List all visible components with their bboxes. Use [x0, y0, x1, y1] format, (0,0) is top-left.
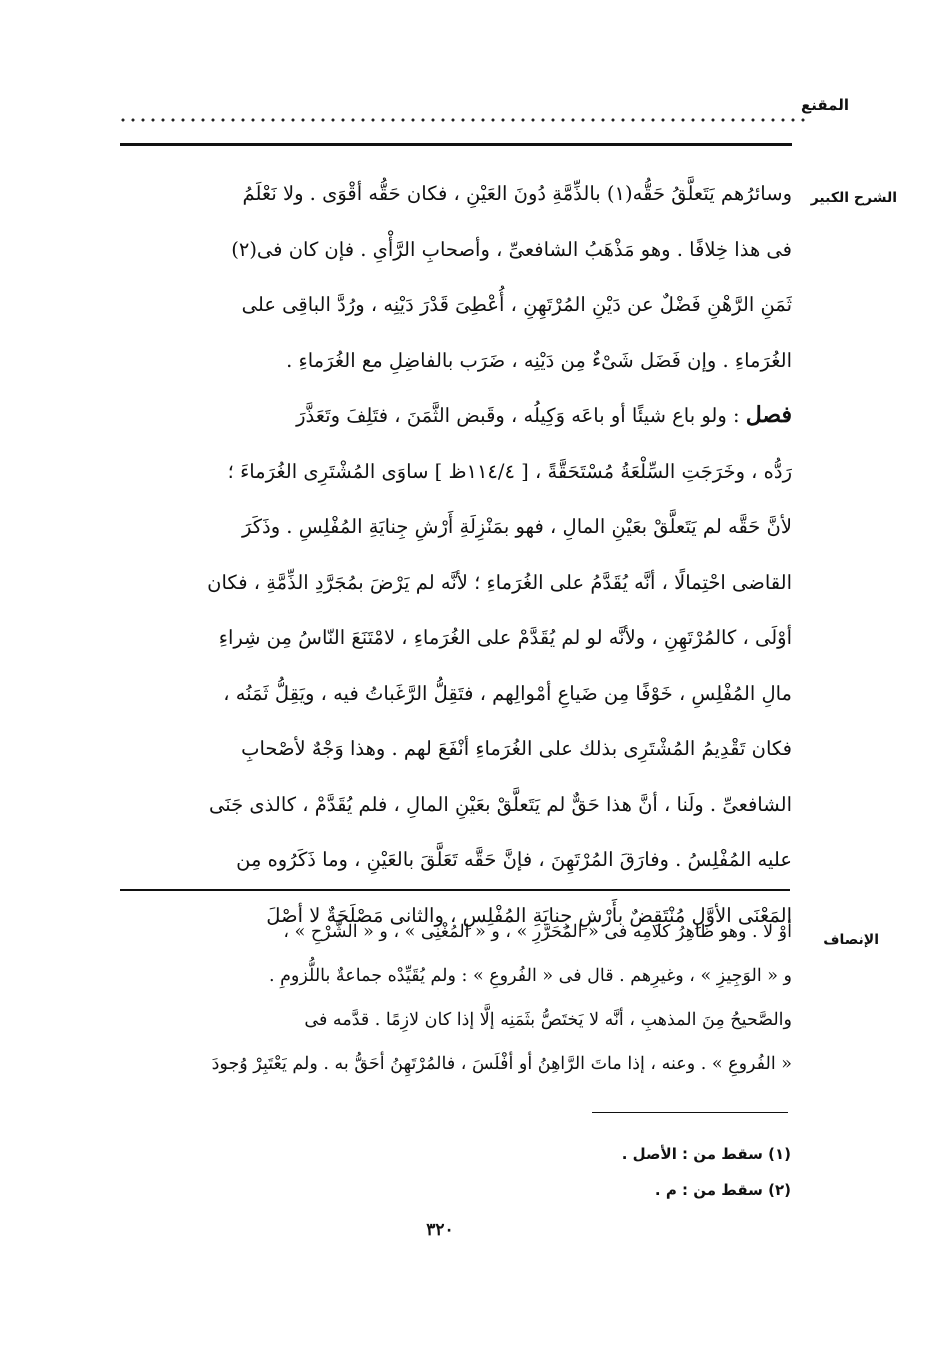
footnote-rule — [592, 1112, 788, 1113]
text-line: الشافعىِّ . ولَنا ، أنَّ هذا حَقٌّ لم يَتَعلَّقْ بعَيْنِ المالِ ، فلم يُقَدَّمْ ، كالذى جَنَى — [209, 792, 792, 816]
insaf-line: و « الوَجِيزِ » ، وغيرِهم . قال فى « الفُروعِ » : ولم يُقَيِّدْه جماعةٌ باللُّزومِ . — [268, 966, 792, 986]
page-number: ٣٢٠ — [426, 1220, 454, 1240]
fasl-heading: فصل — [745, 402, 792, 428]
insaf-commentary-text — [118, 910, 792, 1086]
insaf-line: « الفُروعِ » . وعنه ، إذا ماتَ الرَّاهِنُ أو أفْلَسَ ، فالمُرْتَهِنُ أحَقُّ به . ولم يَعْتَبِرْ وُجودَ — [211, 1054, 792, 1074]
section-label-sharh: الشرح الكبير — [810, 190, 897, 206]
fasl-text: : ولو باع شيئًا أو باعَه وَكِيلُه ، وقَبض الثَّمَنَ ، فتَلِفَ وتَعَذَّرَ — [296, 404, 740, 427]
top-rule — [120, 143, 792, 146]
text-line: القاضى احْتِمالًا ، أنَّه يُقَدَّمُ على الغُرَماءِ ؛ لأنَّه لم يَرْضَ بمُجَرَّدِ الذِّمَّةِ ، فكان — [207, 570, 792, 594]
insaf-line: والصَّحيحُ مِنَ المذهبِ ، أنَّه لا يَختَصُّ بثَمَنِه إلَّا إذا كان لازِمًا . قدَّمه فى — [304, 1010, 792, 1030]
text-line: لأنَّ حَقَّه لم يَتَعلَّقْ بعَيْنِ المالِ ، فهو بمَنْزِلَةِ أَرْشِ جِنايَةِ المُفْلِسِ . وذَكَرَ — [241, 515, 792, 538]
footnote: (٢) سقط من : م . — [654, 1181, 791, 1199]
section-label-insaf: الإنصاف — [823, 932, 879, 948]
text-line: الغُرَماءِ . وإن فَضَل شَىْءٌ مِن دَيْنِه ، ضَرَب بالفاضِلِ مع الغُرَماءِ . — [286, 348, 792, 372]
text-line: فكان تَقْدِيمُ المُشْتَرِى بذلك على الغُرَماءِ أنْفَعَ لهم . وهذا وَجْهٌ لأصْحابِ — [241, 737, 792, 760]
text-line: فى هذا خِلافًا . وهو مَذْهَبُ الشافعىِّ ، وأصحابِ الرَّأْىِ . فإن كان فى(٢) — [231, 237, 792, 261]
text-line: رَدُّه ، وخَرَجَتِ السِّلْعَةُ مُسْتَحَقَّةً ، [ ١١٤/٤ظ ] ساوَى المُشْتَرِى الغُرَماءَ ؛ — [227, 459, 792, 483]
text-line: وسائرُهم يَتَعلَّقُ حَقُّه(١) بالذِّمَّةِ دُونَ العَيْنِ ، فكان حَقُّه أقْوَى . ولا نَعْلَمُ — [242, 182, 792, 205]
text-line-fasl — [118, 388, 792, 444]
text-line: عليه المُفْلِسُ . وفارَقَ المُرْتَهِنَ ، فإنَّ حَقَّه تَعَلَّقَ بالعَيْنِ ، وما ذَكَرُوه مِن — [236, 848, 792, 871]
text-line: المَعْنَى الأوَّلِ مُنْتَقِضٌ بأَرْشِ جِنايَةِ المُفْلِسِ ، والثانى مَصْلَحَةٌ لا أصْلَ — [266, 903, 792, 927]
section-divider-rule — [120, 889, 790, 891]
footnotes — [271, 1136, 791, 1208]
dotted-leader — [118, 118, 808, 122]
text-line: ثَمَنِ الرَّهْنِ فَضْلٌ عن دَيْنِ المُرْتَهِنِ ، أُعْطِىَ قَدْرَ دَيْنِه ، ورُدَّ الباقِى على — [241, 293, 792, 316]
main-commentary-text — [118, 166, 792, 943]
insaf-line: أوْ لا . وهو ظاهِرُ كلامِه فى « المُحَرَّرِ » ، و « المُغْنِى » ، و « الشَّرْحِ » ، — [283, 922, 792, 942]
running-title: المقنع — [801, 96, 849, 114]
text-line: مالِ المُفْلِسِ ، خَوْفًا مِن ضَياعِ أمْوالِهم ، فتَقِلُّ الرَّغَباتُ فيه ، ويَقِلُّ ثَمَنُه ، — [223, 681, 792, 705]
text-line: أوْلَى ، كالمُرْتَهِنِ ، ولأنَّه لو لم يُقَدَّمْ على الغُرَماءِ ، لامْتَنَعَ النّاسُ مِن شِراءِ — [218, 626, 792, 649]
footnote: (١) سقط من : الأصل . — [621, 1145, 791, 1163]
